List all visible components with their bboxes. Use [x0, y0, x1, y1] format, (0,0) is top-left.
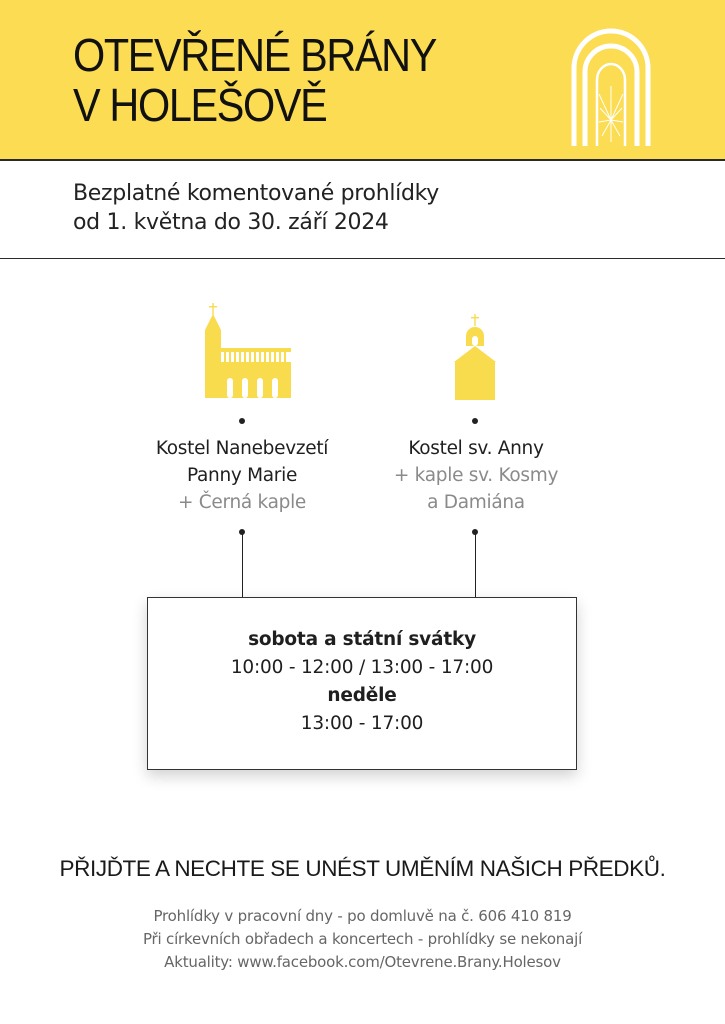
header-band	[0, 0, 725, 161]
footer-info	[0, 905, 725, 974]
large-church-icon	[200, 302, 292, 398]
subtitle-band	[0, 161, 725, 259]
subtitle-line-1: Bezplatné komentované prohlídky	[73, 181, 440, 206]
sunday-label: neděle	[327, 685, 397, 706]
church-1-connector-line	[242, 532, 243, 598]
page-title	[73, 30, 436, 130]
church-2-name-line-1: Kostel sv. Anny	[408, 438, 544, 459]
subtitle	[73, 179, 439, 237]
saturday-label: sobota a státní svátky	[248, 629, 476, 650]
church-1-dot	[239, 418, 245, 424]
church-2-connector-line	[475, 532, 476, 598]
church-2-extra-line-2: a Damiána	[427, 492, 525, 513]
slogan: PŘIJĎTE A NECHTE SE UNÉST UMĚNÍM NAŠICH PŘEDKŮ.	[59, 856, 666, 881]
church-2-extra-line-1: + kaple sv. Kosmy	[393, 465, 559, 486]
arch-gate-logo-icon	[566, 24, 656, 146]
small-chapel-icon	[450, 314, 500, 400]
subtitle-line-2: od 1. května do 30. září 2024	[73, 210, 389, 235]
title-line-1: OTEVŘENÉ BRÁNY	[73, 29, 436, 81]
saturday-time: 10:00 - 12:00 / 13:00 - 17:00	[230, 657, 494, 678]
sunday-time: 13:00 - 17:00	[300, 713, 424, 734]
opening-hours-box	[147, 597, 577, 770]
church-1-name-line-1: Kostel Nanebevzetí	[155, 438, 329, 459]
church-2-name	[354, 435, 598, 516]
footer-line-1: Prohlídky v pracovní dny - po domluvě na č. 606 410 819	[153, 907, 572, 925]
church-1-name-line-2: Panny Marie	[186, 465, 298, 486]
church-1-name	[120, 435, 364, 516]
title-line-2: V HOLEŠOVĚ	[73, 79, 327, 131]
footer-line-2: Při církevních obřadech a koncertech - prohlídky se nekonají	[142, 930, 583, 948]
church-2-dot	[472, 418, 478, 424]
church-1-extra-line-1: + Černá kaple	[178, 492, 306, 513]
footer-line-3: Aktuality: www.facebook.com/Otevrene.Brany.Holesov	[164, 953, 561, 971]
